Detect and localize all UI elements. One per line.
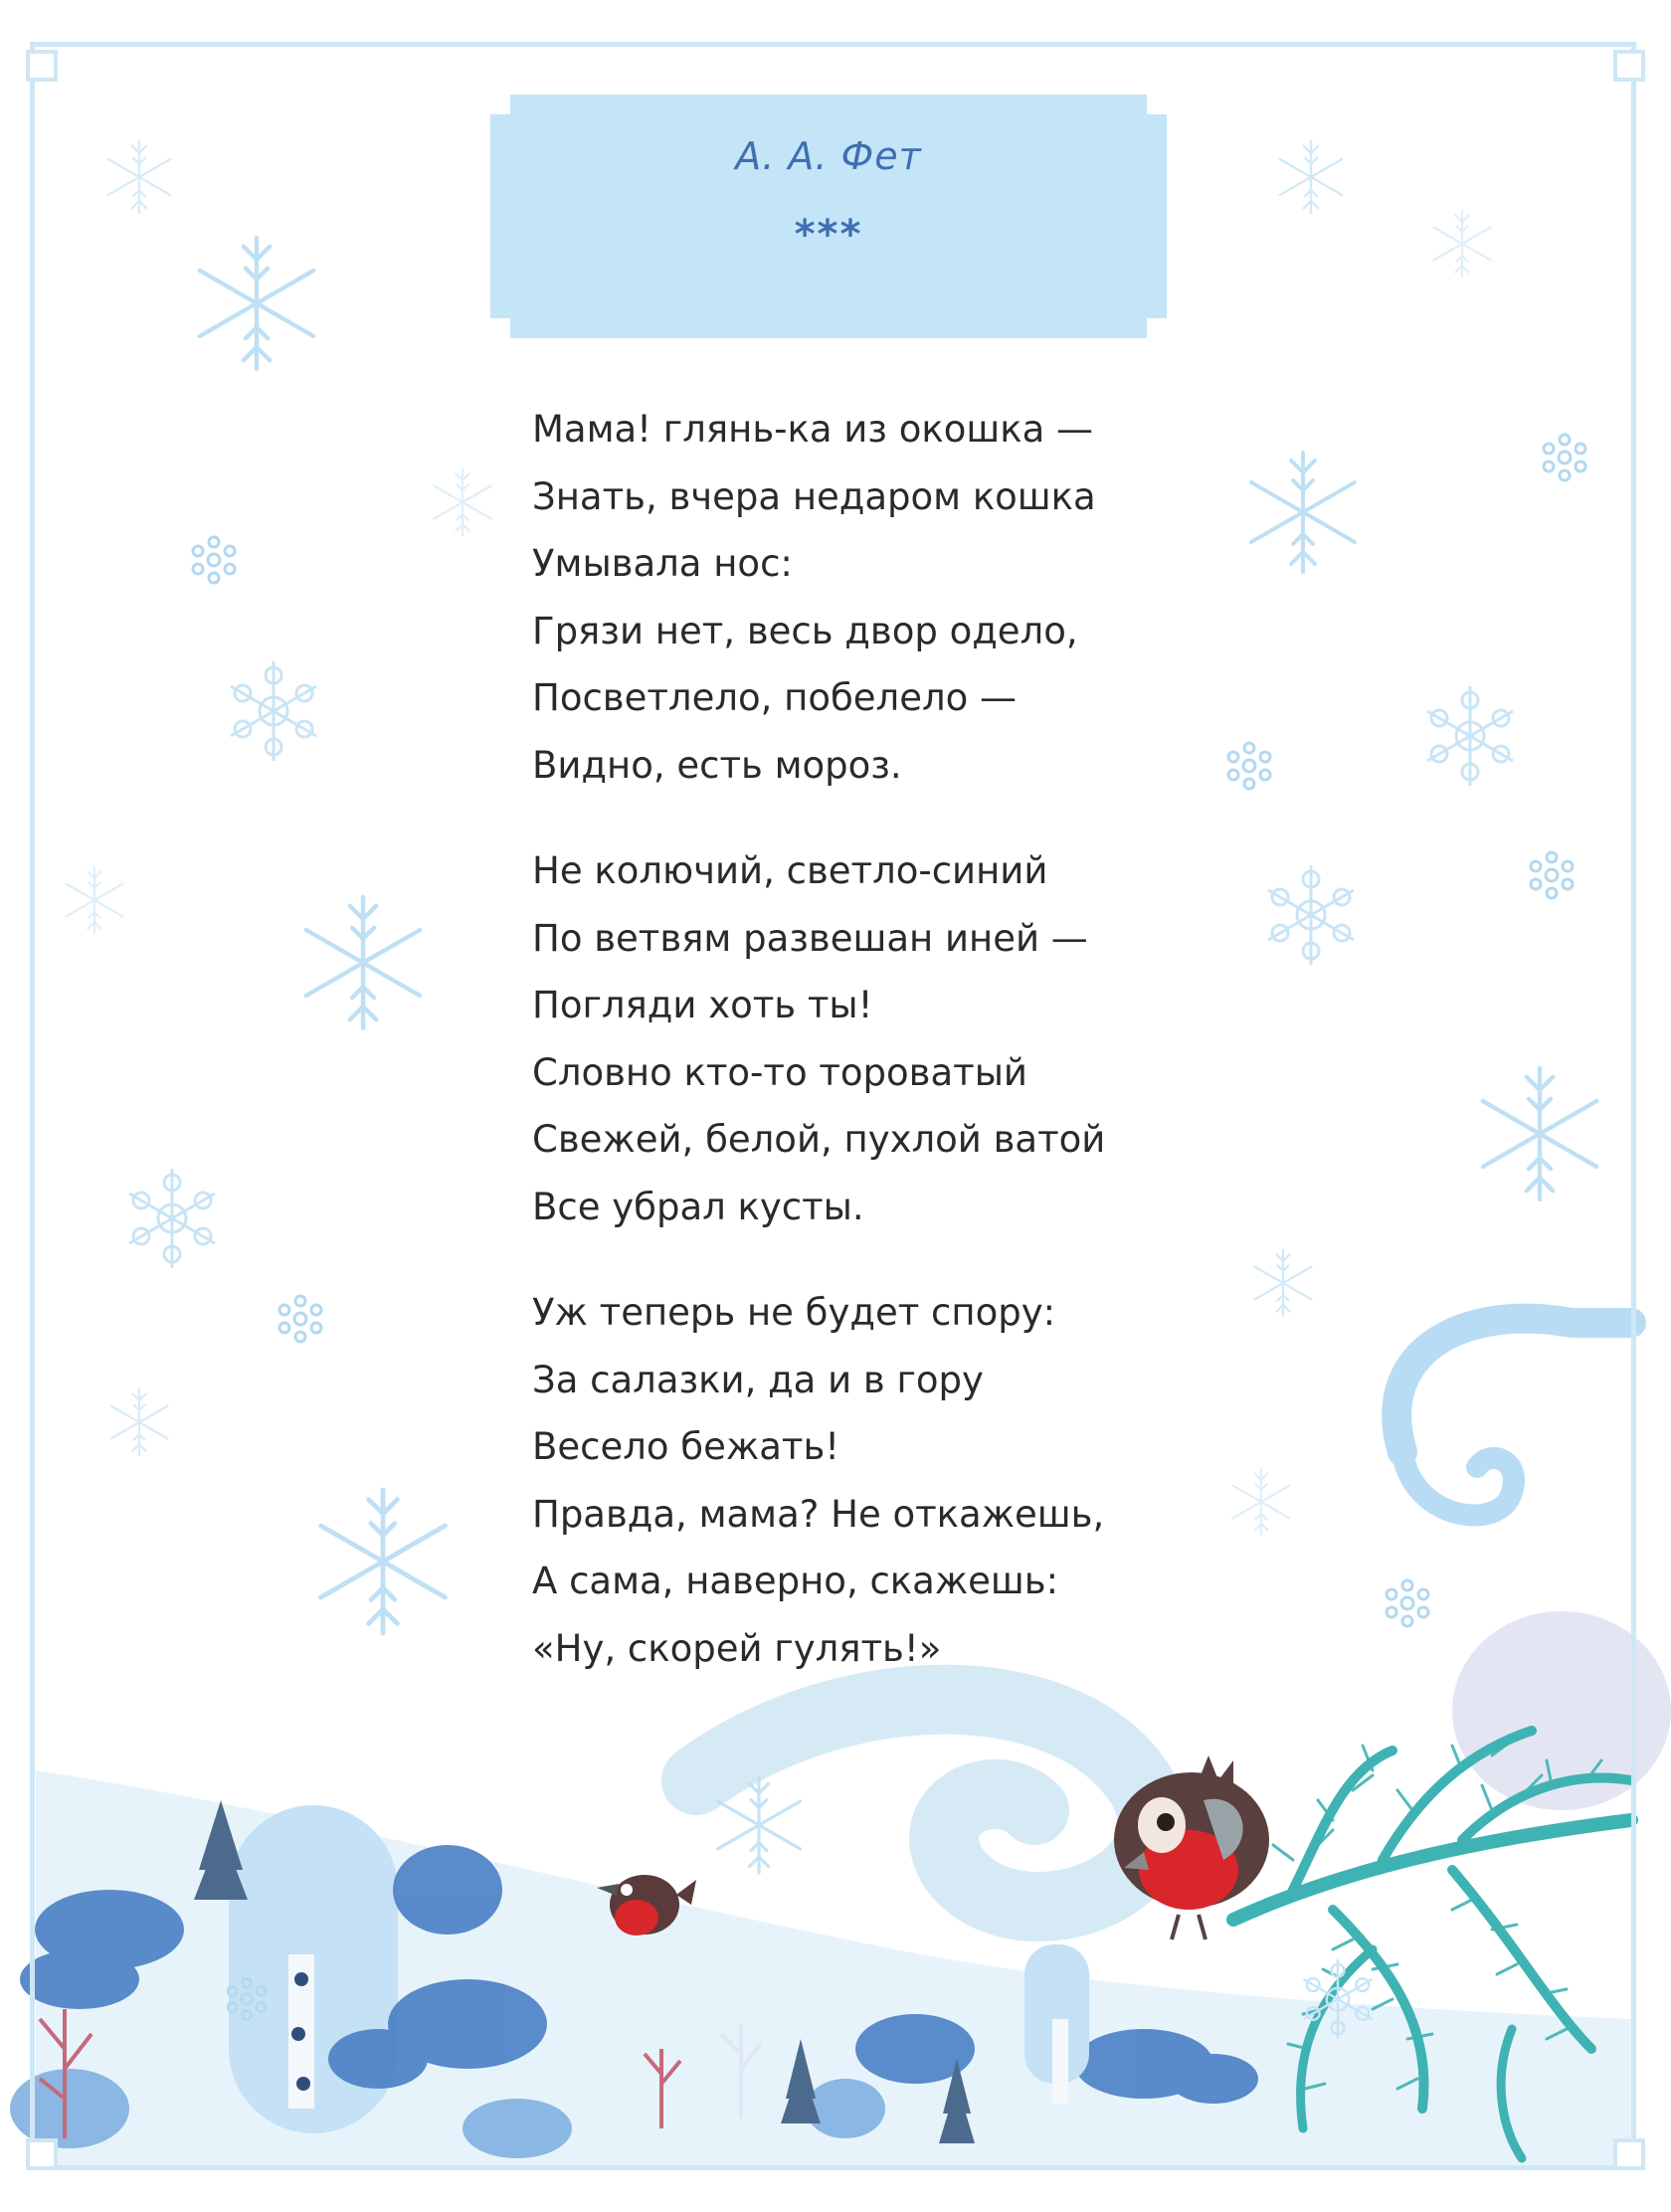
poem-title-mark: *** <box>794 212 863 258</box>
poem-author: А. А. Фет <box>735 134 922 178</box>
poem-line: Мама! глянь-ка из окошка — <box>532 408 1093 451</box>
stanza <box>532 837 1248 1240</box>
poem-line: Свежей, белой, пухлой ватой <box>532 1118 1106 1161</box>
stanza <box>532 396 1248 799</box>
stanza <box>532 1279 1248 1682</box>
plaque-notch <box>1147 94 1167 114</box>
poem-line: Весело бежать! <box>532 1425 840 1468</box>
title-plaque <box>490 94 1167 338</box>
poem-line: Не колючий, светло-синий <box>532 849 1048 892</box>
poem-line: Грязи нет, весь двор одело, <box>532 609 1078 652</box>
plaque-notch <box>490 94 510 114</box>
poem-line: Погляди хоть ты! <box>532 984 873 1026</box>
poem-line: Уж теперь не будет спору: <box>532 1291 1056 1334</box>
poem-line: Правда, мама? Не откажешь, <box>532 1492 1105 1536</box>
poem-line: Видно, есть мороз. <box>532 743 902 787</box>
frame-corner <box>1613 50 1645 82</box>
frame-corner <box>26 50 58 82</box>
poem-line: Словно кто-то тороватый <box>532 1050 1027 1094</box>
frame-corner <box>1613 2138 1645 2170</box>
poem-line: Все убрал кусты. <box>532 1185 864 1228</box>
poem-text <box>532 396 1248 1721</box>
poem-line: По ветвям развешан иней — <box>532 916 1088 960</box>
plaque-notch <box>490 318 510 338</box>
frame-corner <box>26 2138 58 2170</box>
poem-line: Умывала нос: <box>532 542 793 585</box>
poem-line: Посветлело, побелело — <box>532 676 1018 719</box>
poem-line: А сама, наверно, скажешь: <box>532 1560 1059 1602</box>
poem-line: «Ну, скорей гулять!» <box>532 1626 942 1670</box>
poem-line: За салазки, да и в гору <box>532 1358 984 1401</box>
poem-line: Знать, вчера недаром кошка <box>532 474 1096 518</box>
plaque-notch <box>1147 318 1167 338</box>
